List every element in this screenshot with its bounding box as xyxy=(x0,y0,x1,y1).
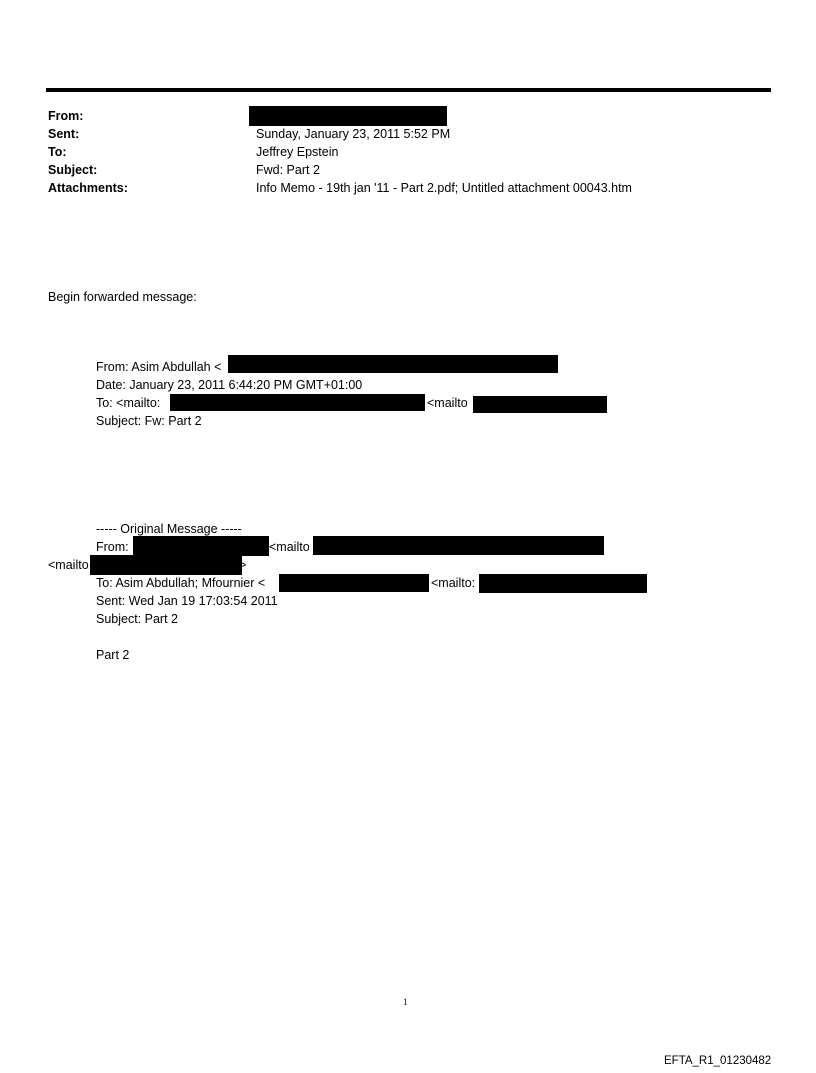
orig-from: From: xyxy=(96,540,129,554)
redaction-orig-to xyxy=(279,574,429,592)
page-number: 1 xyxy=(403,997,408,1007)
attachments-value: Info Memo - 19th jan '11 - Part 2.pdf; Untitled attachment 00043.htm xyxy=(256,181,632,195)
orig-body: Part 2 xyxy=(96,648,130,662)
begin-forwarded: Begin forwarded message: xyxy=(48,290,197,304)
redaction-fwd-to-mailto xyxy=(473,396,607,413)
redaction-fwd-to xyxy=(170,394,425,411)
redaction-from xyxy=(249,106,447,126)
sent-value: Sunday, January 23, 2011 5:52 PM xyxy=(256,127,451,141)
subject-value: Fwd: Part 2 xyxy=(256,163,320,177)
redaction-orig-mailto-wrap xyxy=(90,555,242,575)
to-value: Jeffrey Epstein xyxy=(256,145,339,159)
orig-mailto-wrap-end: > xyxy=(239,558,247,572)
bates-number: EFTA_R1_01230482 xyxy=(664,1055,772,1067)
subject-label: Subject: xyxy=(48,163,98,177)
orig-subject: Subject: Part 2 xyxy=(96,612,178,626)
orig-sent: Sent: Wed Jan 19 17:03:54 2011 xyxy=(96,594,278,608)
orig-mailto-wrap: <mailto xyxy=(48,558,89,572)
orig-to-mailto: <mailto: xyxy=(431,576,476,590)
sent-label: Sent: xyxy=(48,127,80,141)
redaction-fwd-from xyxy=(228,355,558,373)
redaction-orig-from xyxy=(133,536,269,556)
attachments-label: Attachments: xyxy=(48,181,128,195)
redaction-orig-from-mailto xyxy=(313,536,604,555)
fwd-date: Date: January 23, 2011 6:44:20 PM GMT+01:00 xyxy=(96,378,363,392)
fwd-from: From: Asim Abdullah < xyxy=(96,360,222,374)
to-label: To: xyxy=(48,145,67,159)
from-label: From: xyxy=(48,109,84,123)
orig-from-mailto: <mailto xyxy=(269,540,310,554)
orig-to: To: Asim Abdullah; Mfournier < xyxy=(96,576,266,590)
fwd-to-mailto: <mailto xyxy=(427,396,468,410)
header-rule xyxy=(46,88,771,92)
fwd-subject: Subject: Fw: Part 2 xyxy=(96,414,202,428)
redaction-orig-to-mailto xyxy=(479,574,647,593)
orig-divider: ----- Original Message ----- xyxy=(96,522,242,536)
fwd-to: To: <mailto: xyxy=(96,396,161,410)
